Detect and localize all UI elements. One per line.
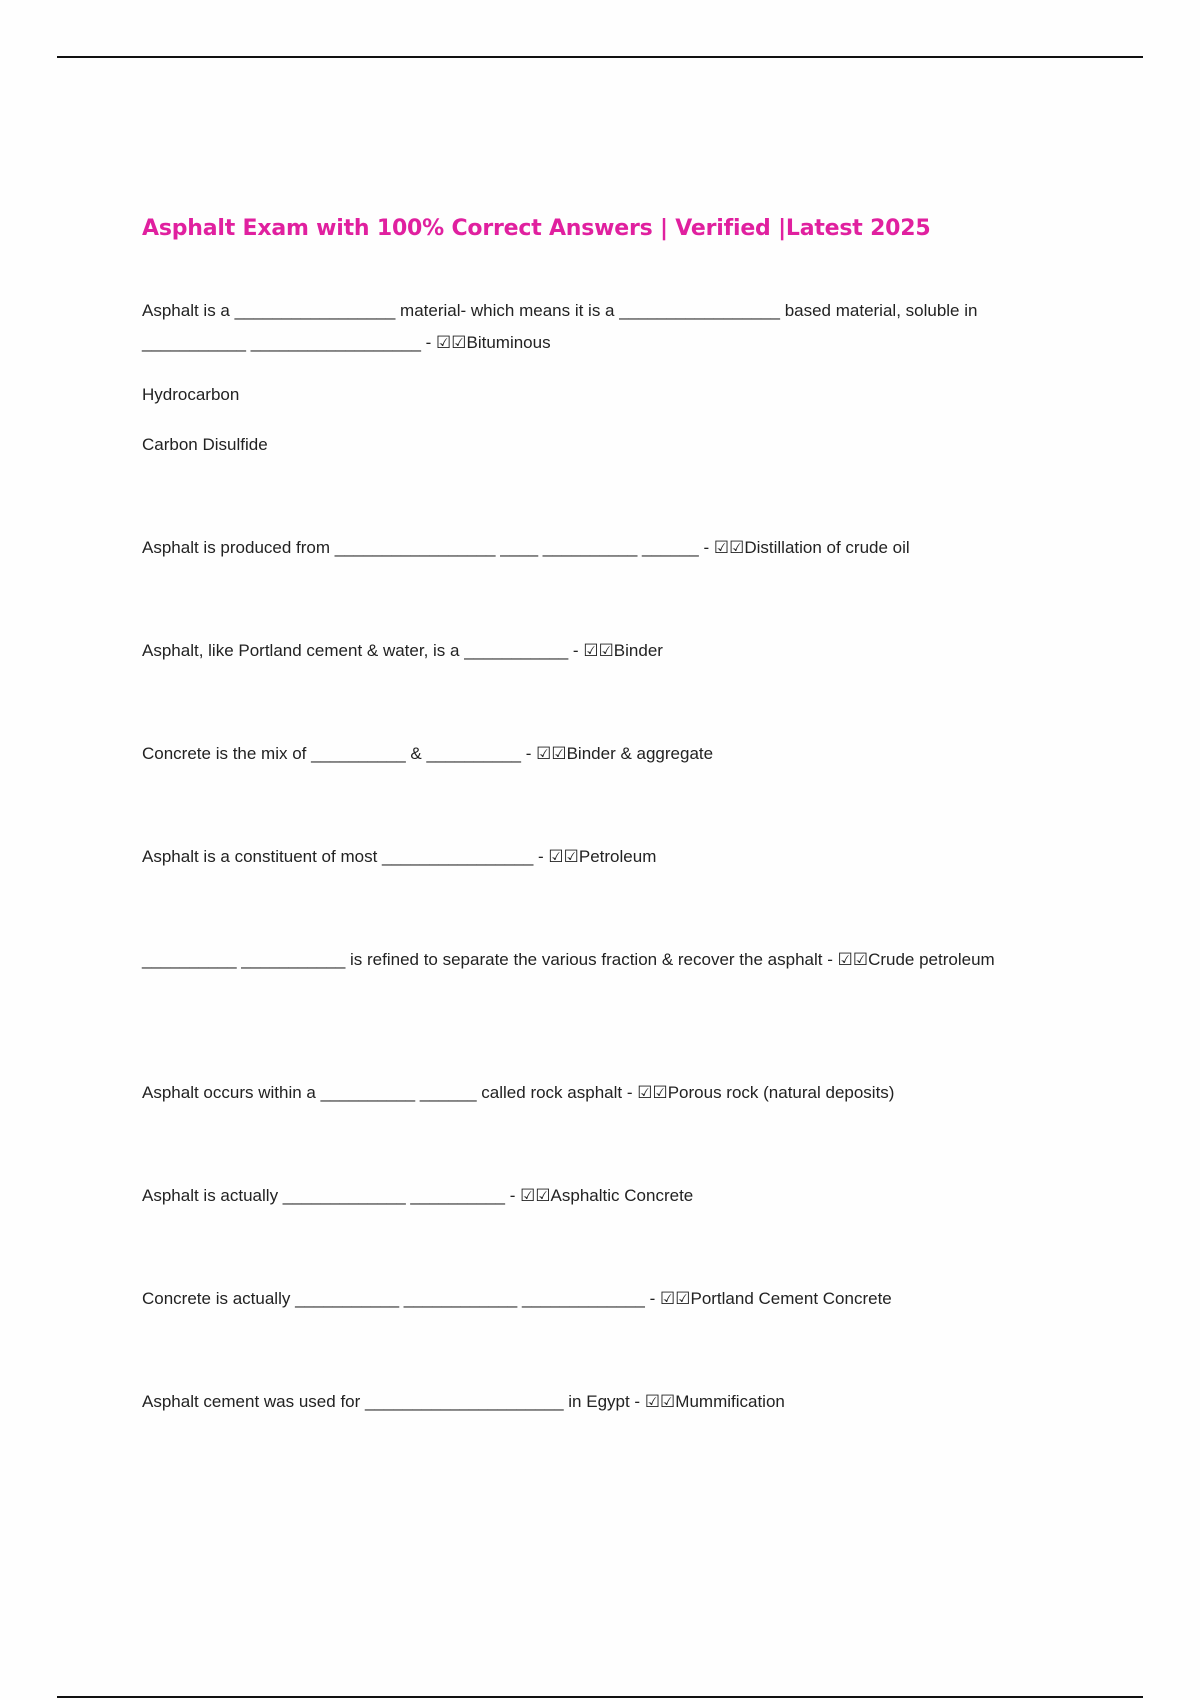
question-text: Asphalt occurs within a __________ ______ called rock asphalt - <box>142 1083 638 1102</box>
question-text: Concrete is actually ___________ ____________ _____________ - <box>142 1289 660 1308</box>
answer-text: ☑☑Porous rock (natural deposits) <box>637 1083 895 1102</box>
question-text: Asphalt is actually _____________ __________ - <box>142 1186 521 1205</box>
qa-item <box>142 738 1072 770</box>
qa-item <box>142 1077 1072 1109</box>
answer-text: ☑☑Binder <box>583 641 663 660</box>
answer-text: ☑☑Petroleum <box>548 847 657 866</box>
answer-text: ☑☑Asphaltic Concrete <box>520 1186 694 1205</box>
answer-text: ☑☑Portland Cement Concrete <box>660 1289 892 1308</box>
qa-item <box>142 841 1072 873</box>
qa-item <box>142 944 1072 976</box>
qa-item <box>142 1386 1072 1418</box>
qa-item <box>142 635 1072 667</box>
question-text: Concrete is the mix of __________ & __________ - <box>142 744 537 763</box>
question-text: __________ ___________ is refined to separate the various fraction & recover the asphalt - <box>142 950 838 969</box>
footer-rule <box>57 1696 1143 1698</box>
document-title: Asphalt Exam with 100% Correct Answers | Verified |Latest 2025 <box>142 216 931 241</box>
qa-item <box>142 532 1072 564</box>
answer-text: ☑☑Distillation of crude oil <box>713 538 910 557</box>
qa-item <box>142 379 1072 411</box>
header-rule <box>57 56 1143 58</box>
answer-text: ☑☑Binder & aggregate <box>536 744 714 763</box>
qa-item <box>142 295 1072 359</box>
question-text: Asphalt is a constituent of most ________________ - <box>142 847 549 866</box>
question-text: Asphalt is produced from _________________ ____ __________ ______ - <box>142 538 714 557</box>
answer-text: Carbon Disulfide <box>142 435 268 454</box>
answer-text: Hydrocarbon <box>142 385 240 404</box>
question-text: Asphalt cement was used for _____________________ in Egypt - <box>142 1392 645 1411</box>
answer-text: ☑☑Mummification <box>644 1392 785 1411</box>
qa-item <box>142 1180 1072 1212</box>
qa-item <box>142 1283 1072 1315</box>
answer-text: ☑☑Crude petroleum <box>837 950 995 969</box>
question-text: Asphalt, like Portland cement & water, is a ___________ - <box>142 641 584 660</box>
qa-item <box>142 429 1072 461</box>
answer-text: ☑☑Bituminous <box>436 333 551 352</box>
question-text: Asphalt is a _________________ material- which means it is a _________________ based material, soluble in ___________ __________________ - <box>142 301 978 352</box>
